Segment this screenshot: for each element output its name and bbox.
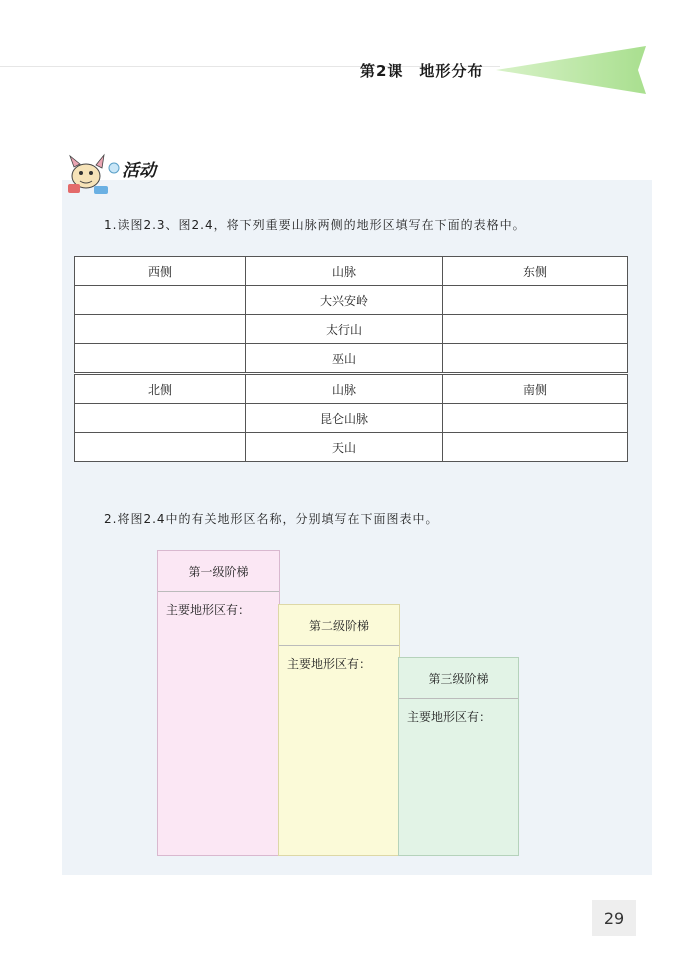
- table-header-row: [75, 374, 628, 404]
- step-title: 第三级阶梯: [399, 658, 518, 699]
- table-row: [75, 433, 628, 462]
- page-number: 29: [592, 900, 636, 936]
- cartoon-mascot-icon: [60, 150, 122, 196]
- table-row: [75, 344, 628, 374]
- header-mountain: 山脉: [246, 257, 443, 286]
- answer-cell-east[interactable]: [443, 344, 628, 374]
- table-row: [75, 286, 628, 315]
- header-mountain: 山脉: [246, 374, 443, 404]
- step-third-level[interactable]: [398, 657, 519, 856]
- question-2-text: 2.将图2.4中的有关地形区名称，分别填写在下面图表中。: [104, 512, 439, 526]
- step-subtitle: 主要地形区有：: [407, 710, 492, 724]
- step-second-level[interactable]: [278, 604, 400, 856]
- activity-label: 活动: [122, 161, 156, 181]
- answer-cell-east[interactable]: [443, 315, 628, 344]
- header-west: 西侧: [75, 257, 246, 286]
- table-row: [75, 315, 628, 344]
- step-first-level[interactable]: [157, 550, 280, 856]
- answer-cell-north[interactable]: [75, 404, 246, 433]
- answer-cell-south[interactable]: [443, 433, 628, 462]
- mountain-sides-table: [74, 256, 628, 462]
- table-header-row: [75, 257, 628, 286]
- step-title: 第二级阶梯: [279, 605, 399, 646]
- mountain-cell: 巫山: [246, 344, 443, 374]
- header-south: 南侧: [443, 374, 628, 404]
- answer-cell-west[interactable]: [75, 315, 246, 344]
- header-north: 北侧: [75, 374, 246, 404]
- header-triangle-decoration: [496, 46, 652, 96]
- answer-cell-west[interactable]: [75, 344, 246, 374]
- header-east: 东侧: [443, 257, 628, 286]
- answer-cell-west[interactable]: [75, 286, 246, 315]
- answer-cell-north[interactable]: [75, 433, 246, 462]
- table-row: [75, 404, 628, 433]
- answer-cell-east[interactable]: [443, 286, 628, 315]
- step-title: 第一级阶梯: [158, 551, 279, 592]
- mountain-cell: 昆仑山脉: [246, 404, 443, 433]
- mountain-cell: 太行山: [246, 315, 443, 344]
- step-subtitle: 主要地形区有：: [287, 657, 372, 671]
- answer-cell-south[interactable]: [443, 404, 628, 433]
- mountain-cell: 天山: [246, 433, 443, 462]
- question-1-text: 1.读图2.3、图2.4，将下列重要山脉两侧的地形区填写在下面的表格中。: [104, 218, 526, 232]
- step-subtitle: 主要地形区有：: [166, 603, 251, 617]
- mountain-cell: 大兴安岭: [246, 286, 443, 315]
- lesson-title: 第2课 地形分布: [360, 62, 484, 80]
